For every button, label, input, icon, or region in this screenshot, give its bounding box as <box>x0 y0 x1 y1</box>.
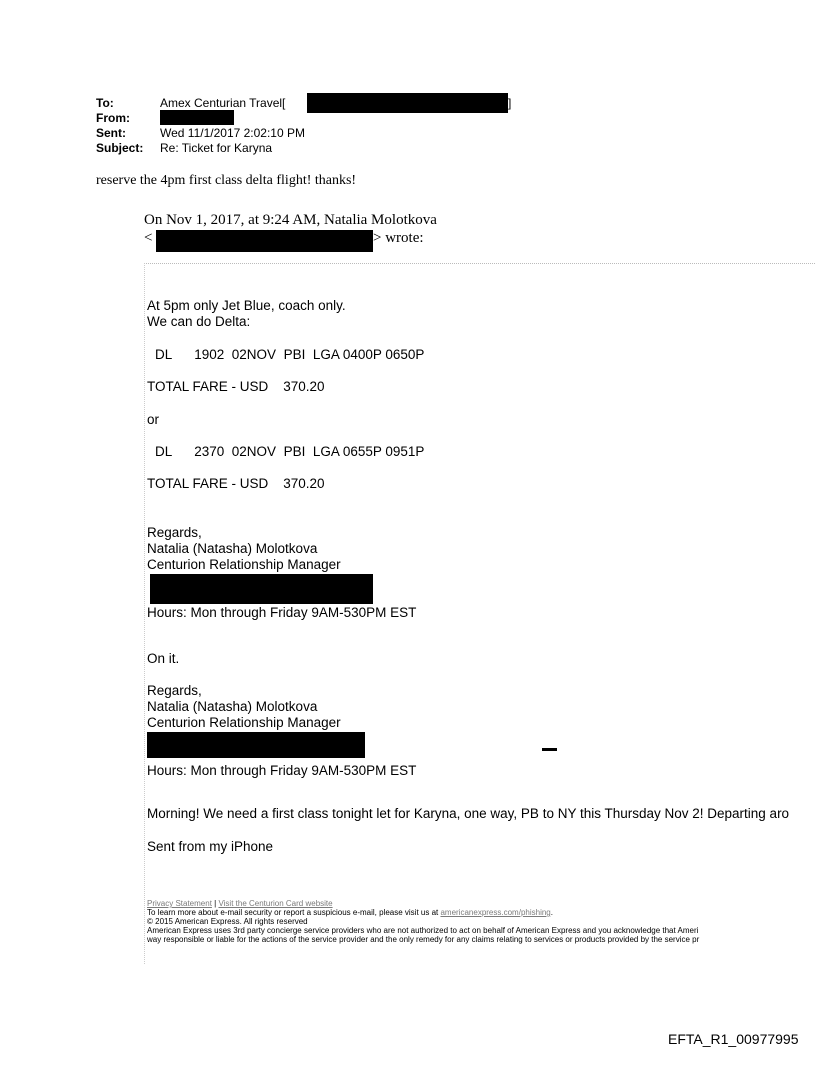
footer-separator: | <box>211 899 219 908</box>
redaction-box <box>150 574 373 604</box>
signature-hours: Hours: Mon through Friday 9AM-530PM EST <box>147 763 417 778</box>
to-close-bracket: ] <box>508 96 512 110</box>
subject-value: Re: Ticket for Karyna <box>160 141 273 155</box>
privacy-statement-link[interactable]: Privacy Statement <box>147 899 212 908</box>
quote-intro-line2-close: > wrote: <box>373 230 424 246</box>
original-message: Morning! We need a first class tonight let for Karyna, one way, PB to NY this Thursday Nov 2! Departing aro <box>147 806 790 821</box>
flight-option-1: DL 1902 02NOV PBI LGA 0400P 0650P <box>155 347 425 362</box>
sent-from-iphone: Sent from my iPhone <box>147 839 274 854</box>
document-id: EFTA_R1_00977995 <box>668 1031 799 1047</box>
message-line1: At 5pm only Jet Blue, coach only. <box>147 298 346 313</box>
or-text: or <box>147 412 160 427</box>
signature-regards: Regards, <box>147 525 202 540</box>
redaction-mark <box>542 748 557 751</box>
footer-disclaimer-line1: American Express uses 3rd party concierge service providers who are not authorized to act on behalf of American Express and you acknowledge that Ameri <box>147 926 699 935</box>
phishing-link[interactable]: americanexpress.com/phishing <box>440 908 551 917</box>
signature-title: Centurion Relationship Manager <box>147 715 341 730</box>
signature-name: Natalia (Natasha) Molotkova <box>147 699 318 714</box>
message-line2: We can do Delta: <box>147 314 251 329</box>
security-note-text: To learn more about e-mail security or report a suspicious e-mail, please visit us at <box>147 908 441 917</box>
fare-1: TOTAL FARE - USD 370.20 <box>147 379 325 394</box>
footer-copyright: © 2015 American Express. All rights reserved <box>147 917 308 926</box>
footer-links <box>147 899 333 908</box>
quote-intro-line2-open: < <box>144 230 153 246</box>
redaction-box <box>160 110 234 125</box>
flight-option-2: DL 2370 02NOV PBI LGA 0655P 0951P <box>155 444 425 459</box>
to-value: Amex Centurian Travel[ <box>160 96 286 110</box>
reply-text: reserve the 4pm first class delta flight! thanks! <box>96 173 357 188</box>
from-label: From: <box>96 111 130 125</box>
footer-security-note <box>147 908 553 917</box>
redaction-box <box>307 93 508 113</box>
signature-hours: Hours: Mon through Friday 9AM-530PM EST <box>147 605 417 620</box>
signature-regards: Regards, <box>147 683 202 698</box>
centurion-website-link[interactable]: Visit the Centurion Card website <box>218 899 333 908</box>
redaction-box <box>156 230 373 252</box>
sent-value: Wed 11/1/2017 2:02:10 PM <box>160 126 305 140</box>
fare-2: TOTAL FARE - USD 370.20 <box>147 476 325 491</box>
onit-text: On it. <box>147 651 180 666</box>
signature-title: Centurion Relationship Manager <box>147 557 341 572</box>
subject-label: Subject: <box>96 141 144 155</box>
redaction-box <box>147 732 365 758</box>
to-label: To: <box>96 96 114 110</box>
security-note-suffix: . <box>550 908 553 917</box>
signature-name: Natalia (Natasha) Molotkova <box>147 541 318 556</box>
quote-intro-line1: On Nov 1, 2017, at 9:24 AM, Natalia Molotkova <box>144 212 437 228</box>
sent-label: Sent: <box>96 126 126 140</box>
footer-disclaimer-line2: way responsible or liable for the actions of the service provider and the only remedy for any claims relating to services or products provided by the service pr <box>147 935 700 944</box>
